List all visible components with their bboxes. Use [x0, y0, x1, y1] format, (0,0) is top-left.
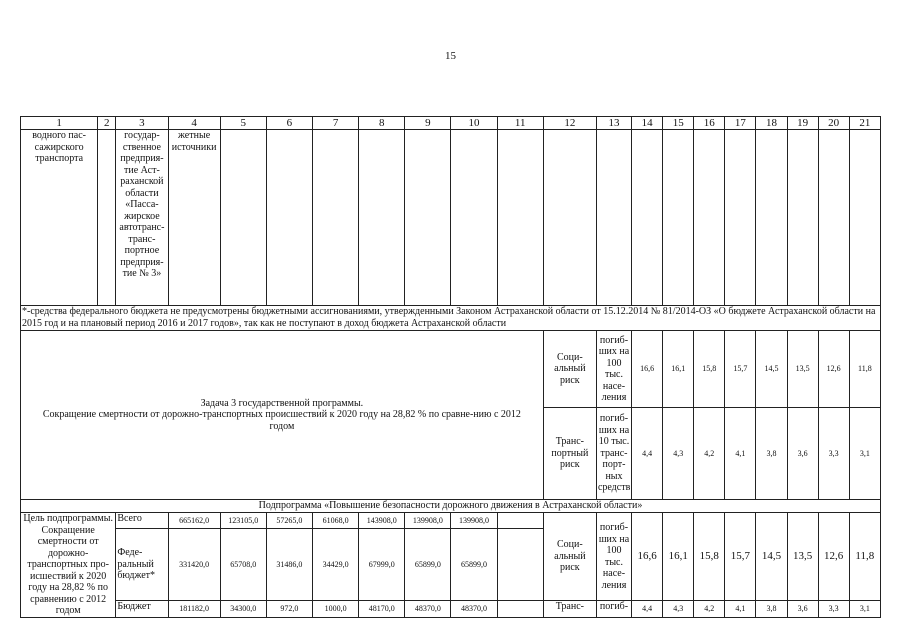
task-cell — [21, 331, 544, 500]
indicator-name: Соци-альный риск — [543, 513, 596, 601]
col-header: 13 — [596, 117, 631, 130]
fin-value: 123105,0 — [220, 513, 266, 529]
indicator-unit: погиб-ших на 10 тыс. транс-порт-ных средств — [596, 408, 631, 500]
col-header: 19 — [787, 117, 818, 130]
indicator-value: 15,7 — [725, 331, 756, 408]
fin-value: 67999,0 — [359, 529, 405, 601]
goal-cell: Цель подпрограммы. Сокращение смертности от дорожно-транспортных про-исшествий к 2020 году на 28,82 % по сравнению с 2012 годом — [21, 513, 116, 618]
indicator-value: 16,6 — [632, 331, 663, 408]
col-header: 18 — [756, 117, 787, 130]
indicator-value: 4,3 — [663, 601, 694, 617]
indicator-value: 16,1 — [663, 513, 694, 601]
indicator-value: 16,1 — [663, 331, 694, 408]
fin-label: Всего — [116, 513, 168, 529]
indicator-value: 4,2 — [694, 408, 725, 500]
indicator-value: 3,6 — [787, 408, 818, 500]
table-row — [21, 500, 881, 513]
indicator-value: 12,6 — [818, 513, 849, 601]
task-title: Задача 3 государственной программы. — [200, 397, 364, 409]
indicator-name: Транс-портный риск — [543, 408, 596, 500]
fin-value: 1000,0 — [312, 601, 358, 617]
indicator-value: 3,8 — [756, 601, 787, 617]
fin-value: 48170,0 — [359, 601, 405, 617]
fin-value: 61068,0 — [312, 513, 358, 529]
fin-value: 972,0 — [266, 601, 312, 617]
col-header: 9 — [405, 117, 451, 130]
table-row — [21, 331, 881, 408]
table-row — [21, 130, 881, 306]
indicator-value: 3,8 — [756, 408, 787, 500]
col-header: 16 — [694, 117, 725, 130]
indicator-value: 12,6 — [818, 331, 849, 408]
fin-value: 139908,0 — [451, 513, 497, 529]
table-row — [21, 601, 881, 617]
indicator-value: 14,5 — [756, 331, 787, 408]
col-header: 1 — [21, 117, 98, 130]
col-header: 20 — [818, 117, 849, 130]
column-number-row — [21, 117, 881, 130]
fin-value: 31486,0 — [266, 529, 312, 601]
fin-value: 65708,0 — [220, 529, 266, 601]
indicator-value: 13,5 — [787, 331, 818, 408]
col-header: 6 — [266, 117, 312, 130]
col-header: 8 — [359, 117, 405, 130]
col-header: 21 — [849, 117, 880, 130]
col-header: 11 — [497, 117, 543, 130]
indicator-value: 3,3 — [818, 601, 849, 617]
indicator-name: Транс- — [543, 601, 596, 617]
col-header: 17 — [725, 117, 756, 130]
indicator-value: 4,1 — [725, 601, 756, 617]
indicator-value: 15,8 — [694, 513, 725, 601]
col-header: 4 — [168, 117, 220, 130]
fin-value: 48370,0 — [451, 601, 497, 617]
table-row — [21, 513, 881, 529]
subprogram-title: Подпрограмма «Повышение безопасности дорожного движения в Астраханской области» — [21, 500, 881, 513]
col-header: 12 — [543, 117, 596, 130]
fin-value: 331420,0 — [168, 529, 220, 601]
indicator-value: 4,3 — [663, 408, 694, 500]
fin-label: Феде-ральный бюджет* — [116, 529, 168, 601]
col-header: 15 — [663, 117, 694, 130]
fin-value: 34429,0 — [312, 529, 358, 601]
indicator-value: 3,6 — [787, 601, 818, 617]
indicator-value: 15,7 — [725, 513, 756, 601]
table-row — [21, 306, 881, 331]
fin-value: 34300,0 — [220, 601, 266, 617]
cell-executor: государ-ственное предприя-тие Аст-раханской области «Пасса-жирское автотранс-транс-портное предприя-тие № 3» — [116, 130, 168, 306]
fin-value: 665162,0 — [168, 513, 220, 529]
fin-value: 143908,0 — [359, 513, 405, 529]
col-header: 5 — [220, 117, 266, 130]
indicator-value: 3,3 — [818, 408, 849, 500]
col-header: 2 — [98, 117, 116, 130]
indicator-value: 13,5 — [787, 513, 818, 601]
footnote: *-средства федерального бюджета не предусмотрены бюджетными ассигнованиями, утвержденными Законом Астраханской области от 15.12.2014 № 81/2014-ОЗ «О бюджете Астраханской области на 2015 год и на плановый период 2016 и 2017 годов», так как не поступают в доход бюджета Астраханской области — [21, 306, 881, 331]
indicator-value: 4,2 — [694, 601, 725, 617]
indicator-value: 15,8 — [694, 331, 725, 408]
col-header: 3 — [116, 117, 168, 130]
indicator-unit: погиб-ших на 100 тыс. насе-ления — [596, 513, 631, 601]
fin-label: Бюджет — [116, 601, 168, 617]
col-header: 10 — [451, 117, 497, 130]
fin-value: 57265,0 — [266, 513, 312, 529]
col-header: 7 — [312, 117, 358, 130]
indicator-value: 14,5 — [756, 513, 787, 601]
indicator-value: 3,1 — [849, 408, 880, 500]
cell-funding-source: жетные источники — [168, 130, 220, 306]
fin-value: 181182,0 — [168, 601, 220, 617]
fin-value: 139908,0 — [405, 513, 451, 529]
fin-value: 48370,0 — [405, 601, 451, 617]
indicator-value: 4,1 — [725, 408, 756, 500]
cell-transport-type: водного пас-сажирского транспорта — [21, 130, 98, 306]
indicator-unit: погиб- — [596, 601, 631, 617]
fin-value: 65899,0 — [405, 529, 451, 601]
document-table — [20, 116, 881, 618]
indicator-value: 11,8 — [849, 513, 880, 601]
indicator-value: 11,8 — [849, 331, 880, 408]
indicator-value: 4,4 — [632, 408, 663, 500]
page-number: 15 — [445, 50, 456, 62]
indicator-unit: погиб-ших на 100 тыс. насе-ления — [596, 331, 631, 408]
fin-value: 65899,0 — [451, 529, 497, 601]
indicator-value: 4,4 — [632, 601, 663, 617]
indicator-value: 16,6 — [632, 513, 663, 601]
indicator-name: Соци-альный риск — [543, 331, 596, 408]
indicator-value: 3,1 — [849, 601, 880, 617]
task-text: Сокращение смертности от дорожно-транспортных происшествий к 2020 году на 28,82 % по сравне-нию с 2012 годом — [42, 409, 521, 432]
col-header: 14 — [632, 117, 663, 130]
